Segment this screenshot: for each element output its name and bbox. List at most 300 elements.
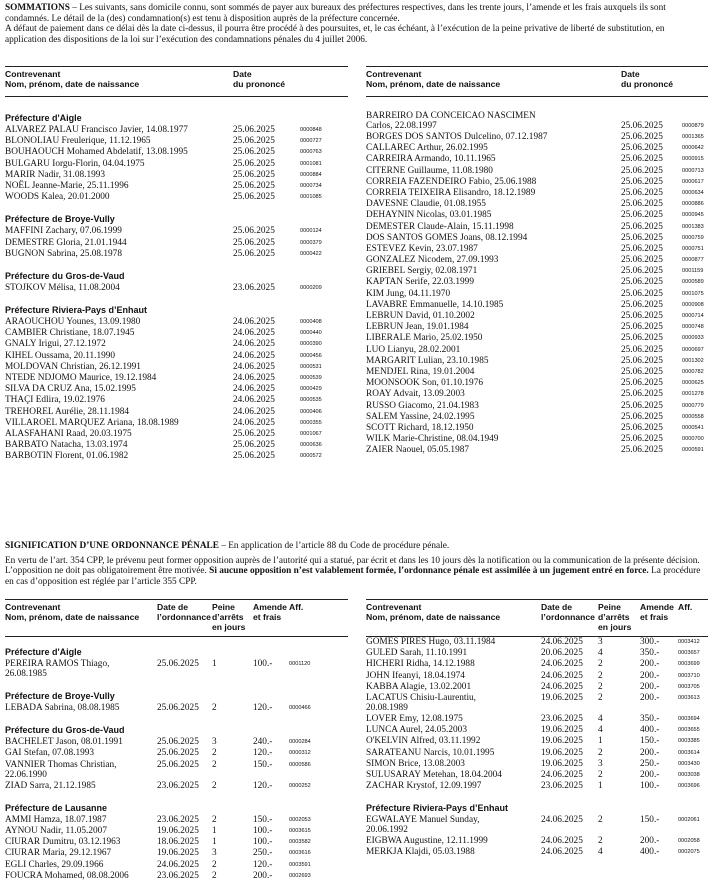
date-value: 25.06.2025 (233, 169, 275, 180)
reference-code: 0003655 (678, 727, 700, 734)
reference-code: 0000848 (300, 127, 322, 133)
date-value: 18.06.2025 (157, 837, 199, 848)
amende-value: 350.- (640, 648, 660, 659)
peine-value: 2 (598, 815, 603, 826)
reference-code: 0000642 (682, 145, 704, 152)
header-bottom-rule (5, 636, 348, 637)
list-item (366, 322, 708, 333)
reference-code: 0003038 (678, 771, 700, 778)
peine-value: 1 (212, 659, 217, 669)
contrevenant-name: CAMBIER Christiane, 18.07.1945 (5, 328, 135, 339)
contrevenant-name-continued: 20.08.1989 (366, 702, 408, 713)
date-value: 24.06.2025 (233, 384, 275, 395)
list-item (5, 328, 348, 339)
date-value: 25.06.2025 (621, 422, 663, 433)
peine-value: 2 (598, 659, 603, 670)
reference-code: 0000572 (300, 453, 322, 460)
date-value: 25.06.2025 (233, 226, 275, 237)
reference-code: 0000782 (682, 368, 704, 375)
list-item (5, 238, 348, 249)
contrevenant-name: GAI Stefan, 07.08.1993 (5, 748, 95, 759)
contrevenant-name: SILVA DA CRUZ Ana, 15.02.1995 (5, 384, 136, 395)
contrevenant-name: STOJKOV Mélisa, 11.08.2004 (5, 282, 120, 293)
date-value: 25.06.2025 (621, 187, 663, 198)
amende-value: 120.- (253, 703, 273, 713)
list-item (5, 159, 348, 170)
reference-code: 0002693 (289, 872, 311, 879)
contrevenant-name: ESTEVEZ Kevin, 23.07.1987 (366, 243, 478, 254)
contrevenant-name: VILLAROEL MARQUEZ Ariana, 18.08.1989 (5, 417, 179, 428)
date-value: 25.06.2025 (621, 176, 663, 187)
header-nom-prenom: Nom, prénom, date de naissance (366, 79, 501, 89)
contrevenant-name: KABBA Alagie, 13.02.2001 (366, 681, 472, 692)
amende-value: 150.- (640, 736, 660, 747)
prefecture-heading: Préfecture de Lausanne (5, 802, 108, 813)
amende-value: 100.- (253, 837, 273, 848)
list-item (5, 781, 348, 792)
header-en-jours: en jours (212, 622, 246, 632)
table-header (5, 603, 348, 636)
reference-code: 0000408 (300, 319, 322, 326)
column-top-rule (366, 599, 708, 600)
reference-code: 0000879 (682, 123, 704, 129)
contrevenant-name: PEREIRA RAMOS Thiago, (5, 659, 110, 669)
reference-code: 0000759 (682, 234, 704, 241)
list-item (5, 362, 348, 373)
contrevenant-name: MENDJEL Rina, 19.01.2004 (366, 366, 475, 377)
contrevenant-name: LAVABRE Emmanuelle, 14.10.1985 (366, 299, 504, 310)
date-value: 25.06.2025 (157, 759, 199, 770)
list-item (366, 648, 708, 659)
contrevenant-name: TREHOREL Aurélie, 28.11.1984 (5, 406, 130, 417)
contrevenant-name: THAÇI Edlira, 19.02.1976 (5, 395, 105, 406)
list-item (5, 760, 348, 781)
list-item (5, 748, 348, 759)
date-value: 24.06.2025 (233, 317, 275, 328)
peine-value: 2 (212, 870, 217, 881)
list-item (366, 637, 708, 648)
header-contrevenant: Contrevenant (366, 69, 422, 79)
header-contrevenant: Contrevenant (5, 602, 61, 612)
amende-value: 200.- (640, 659, 660, 670)
contrevenant-name: WILK Marie-Christine, 08.04.1949 (366, 434, 499, 445)
date-value: 25.06.2025 (621, 333, 663, 344)
table-header (366, 603, 708, 636)
date-value: 25.06.2025 (233, 451, 275, 462)
list-item (5, 395, 348, 406)
date-value: 25.06.2025 (621, 299, 663, 310)
reference-code: 0000124 (300, 228, 322, 235)
contrevenant-name: BACHELET Jason, 08.01.1991 (5, 737, 123, 748)
signification-left-list (5, 647, 348, 882)
reference-code: 0000531 (300, 363, 322, 370)
list-item (366, 289, 708, 300)
peine-value: 1 (212, 837, 217, 848)
date-value: 25.06.2025 (233, 440, 275, 451)
contrevenant-name: ROAY Advait, 13.09.2003 (366, 389, 465, 400)
date-value: 25.06.2025 (233, 125, 275, 135)
list-item (366, 154, 708, 165)
date-value: 25.06.2025 (621, 255, 663, 266)
reference-code: 0000440 (300, 330, 322, 337)
contrevenant-name: JOHN Ifeanyi, 18.04.1974 (366, 670, 465, 681)
reference-code: 0003696 (678, 783, 700, 790)
list-item (5, 192, 348, 203)
date-value: 25.06.2025 (621, 411, 663, 422)
list-item (5, 339, 348, 350)
contrevenant-name: DOS SANTOS GOMES Joans, 08.12.1994 (366, 232, 528, 243)
contrevenant-name: KAPTAN Serife, 22.03.1999 (366, 277, 474, 288)
reference-code: 0002058 (678, 838, 700, 845)
header-aff: Aff. (289, 602, 304, 612)
reference-code: 0000700 (682, 436, 704, 443)
reference-code: 0001120 (289, 661, 311, 667)
header-amende: Amende (640, 602, 674, 612)
reference-code: 0000908 (682, 301, 704, 308)
list-item (366, 781, 708, 792)
date-value: 25.06.2025 (621, 400, 663, 411)
list-item (366, 345, 708, 356)
header-arrets: d’arrêts (598, 612, 630, 622)
reference-code: 0000915 (682, 156, 704, 163)
reference-code: 0000284 (289, 739, 311, 746)
amende-value: 200.- (640, 681, 660, 692)
contrevenant-name: RUSSO Giacomo, 21.04.1983 (366, 400, 479, 411)
date-value: 25.06.2025 (233, 428, 275, 439)
date-value: 25.06.2025 (233, 248, 275, 259)
list-item (366, 401, 708, 412)
column-top-rule (5, 599, 348, 600)
list-item (366, 333, 708, 344)
list-item (366, 132, 708, 143)
amende-value: 200.- (640, 836, 660, 847)
contrevenant-name: EGLI Charles, 29.09.1966 (5, 859, 104, 870)
list-item (366, 199, 708, 210)
contrevenant-name-continued: 26.08.1985 (5, 669, 47, 679)
date-value: 25.06.2025 (233, 237, 275, 248)
contrevenant-name: MOLDOVAN Christian, 26.12.1991 (5, 361, 141, 372)
date-value: 25.06.2025 (233, 147, 275, 158)
date-value: 23.06.2025 (157, 814, 199, 825)
list-item (366, 311, 708, 322)
amende-value: 200.- (640, 747, 660, 758)
list-item (366, 143, 708, 154)
header-et-frais: et frais (640, 612, 669, 622)
list-item (366, 693, 708, 714)
peine-value: 2 (598, 681, 603, 692)
header-peine: Peine (598, 602, 621, 612)
list-item (366, 367, 708, 378)
list-item (5, 351, 348, 362)
contrevenant-name: EIGBWA Augustine, 12.11.1999 (366, 836, 488, 847)
prefecture-heading: Préfecture d'Aigle (5, 113, 82, 123)
date-value: 24.06.2025 (541, 847, 583, 858)
date-value: 24.06.2025 (541, 815, 583, 826)
contrevenant-name: AMMI Hamza, 18.07.1987 (5, 814, 107, 825)
prefecture-heading: Préfecture d'Aigle (5, 647, 82, 657)
reference-code: 0003613 (678, 694, 700, 701)
contrevenant-name: LACATUS Chisiu-Laurentiu, (366, 692, 477, 703)
peine-value: 2 (212, 814, 217, 825)
header-prononce: du prononcé (621, 79, 674, 89)
contrevenant-name: SIMON Brice, 13.08.2003 (366, 758, 465, 769)
signification-right-column (366, 599, 708, 859)
list-item (5, 837, 348, 848)
reference-code: 0000429 (300, 386, 322, 393)
list-item (366, 300, 708, 311)
list-item (366, 836, 708, 847)
peine-value: 1 (212, 825, 217, 836)
reference-code: 0001067 (300, 430, 322, 437)
date-value: 19.06.2025 (541, 758, 583, 769)
list-item (366, 682, 708, 693)
list-item (366, 210, 708, 221)
list-item (5, 226, 348, 237)
date-value: 24.06.2025 (541, 836, 583, 847)
contrevenant-name: DAVESNE Claudie, 01.08.1955 (366, 199, 486, 210)
date-value: 24.06.2025 (233, 373, 275, 383)
amende-value: 250.- (253, 848, 273, 859)
peine-value: 2 (212, 703, 217, 713)
header-ordonnance: l’ordonnance (157, 612, 211, 622)
reference-code: 0000734 (300, 182, 322, 189)
list-item (366, 434, 708, 445)
date-value: 19.06.2025 (541, 736, 583, 747)
reference-code: 0000379 (300, 239, 322, 246)
sommations-intro (5, 3, 708, 46)
date-value: 23.06.2025 (157, 780, 199, 791)
list-item (5, 860, 348, 871)
list-item (366, 188, 708, 199)
peine-value: 2 (598, 670, 603, 681)
date-value: 25.06.2025 (621, 266, 663, 277)
list-item (366, 748, 708, 759)
date-value: 25.06.2025 (621, 121, 663, 131)
list-item (366, 389, 708, 400)
date-value: 25.06.2025 (621, 311, 663, 321)
header-aff: Aff. (678, 602, 693, 612)
contrevenant-name: DEMESTER Claude-Alain, 15.11.1998 (366, 221, 514, 232)
contrevenant-name: BOUHAOUCH Mohamed Abdelatif, 13.08.1995 (5, 147, 188, 158)
contrevenant-name: BARBOTIN Florent, 01.06.1982 (5, 451, 129, 462)
reference-code: 0002053 (289, 816, 311, 823)
date-value: 24.06.2025 (541, 681, 583, 692)
date-value: 25.06.2025 (621, 199, 663, 210)
contrevenant-name: LEBRUN Jean, 19.01.1984 (366, 322, 469, 333)
reference-code: 0000748 (682, 324, 704, 331)
prefecture-heading: Préfecture Riviera-Pays d’Enhaut (5, 305, 148, 316)
reference-code: 0000933 (682, 335, 704, 342)
date-value: 25.06.2025 (621, 132, 663, 142)
peine-value: 4 (598, 725, 603, 736)
date-value: 24.06.2025 (233, 361, 275, 372)
date-value: 25.06.2025 (621, 445, 663, 456)
reference-code: 0003430 (678, 760, 700, 767)
sommations-paragraph-1: SOMMATIONS – Les suivants, sans domicile connu, sont sommés de payer aux bureaux des préfectures respectives, dans les trente jours, l’amende et les frais auxquels ils sont condamnés. Le détail de la (des) condamnation(s) est tenu à disposition auprès de la préfecture concernée. (5, 3, 666, 24)
date-value: 20.06.2025 (541, 648, 583, 659)
date-value: 25.06.2025 (621, 288, 663, 299)
date-value: 25.06.2025 (621, 378, 663, 389)
reference-code: 0000541 (682, 424, 704, 431)
date-value: 25.06.2025 (621, 243, 663, 254)
contrevenant-name: CARREIRA Armando, 10.11.1965 (366, 154, 496, 165)
reference-code: 0003694 (678, 715, 700, 722)
contrevenant-name: KIHEL Oussama, 20.11.1990 (5, 350, 116, 361)
header-bottom-rule (366, 96, 708, 97)
reference-code: 0003412 (678, 639, 700, 645)
header-nom-prenom: Nom, prénom, date de naissance (5, 79, 140, 89)
header-contrevenant: Contrevenant (5, 69, 61, 79)
date-value: 19.06.2025 (541, 725, 583, 736)
table-header (5, 70, 348, 96)
header-et-frais: et frais (253, 612, 282, 622)
column-top-rule (366, 66, 708, 67)
amende-value: 400.- (640, 847, 660, 858)
contrevenant-name: AYNOU Nadir, 11.05.2007 (5, 825, 107, 836)
contrevenant-name: NTEDE NDJOMO Maurice, 19.12.1984 (5, 373, 157, 383)
signification-paragraph: En vertu de l’art. 354 CPP, le prévenu peut former opposition auprès de l’autorité qui a statué, par écrit et dans les 10 jours dès la notification ou la communication de la présente décision. L’opposition ne doit pas obligatoirement être motivée. Si aucune opposition n’est valablement formée, l’ordonnance pénale est assimilée à un jugement entré en force. La procédure en cas d’opposition est réglée par l’article 355 CPP. (5, 555, 701, 588)
date-value: 25.06.2025 (233, 158, 275, 169)
date-value: 25.06.2025 (621, 210, 663, 221)
date-value: 23.06.2025 (157, 870, 199, 881)
reference-code: 0000636 (300, 442, 322, 449)
reference-code: 0000589 (682, 279, 704, 286)
sommations-left-list (5, 113, 348, 463)
header-prononce: du prononcé (233, 79, 286, 89)
list-item (366, 266, 708, 277)
prefecture-heading: Préfecture Riviera-Pays d’Enhaut (366, 803, 509, 814)
list-item (5, 737, 348, 748)
reference-code: 0000209 (300, 284, 322, 291)
reference-code: 0000634 (682, 189, 704, 196)
list-item (366, 445, 708, 456)
contrevenant-name: SALEM Yassine, 24.02.1995 (366, 411, 475, 422)
header-nom-prenom: Nom, prénom, date de naissance (5, 612, 140, 622)
reference-code: 0000714 (682, 313, 704, 319)
peine-value: 3 (212, 737, 217, 748)
peine-value: 2 (598, 769, 603, 780)
contrevenant-name: BULGARU Iorgu-Florin, 04.04.1975 (5, 158, 145, 169)
date-value: 25.06.2025 (621, 232, 663, 243)
list-item (5, 659, 348, 680)
reference-code: 0003657 (678, 650, 700, 657)
date-value: 25.06.2025 (621, 165, 663, 176)
peine-value: 2 (598, 836, 603, 847)
amende-value: 100.- (253, 659, 273, 669)
peine-value: 2 (598, 747, 603, 758)
contrevenant-name: LIBERALE Mario, 25.02.1950 (366, 333, 483, 344)
contrevenant-name: ZACHAR Krystof, 12.09.1997 (366, 781, 482, 792)
reference-code: 0000884 (300, 171, 322, 178)
list-item (5, 440, 348, 451)
list-item (366, 759, 708, 770)
contrevenant-name: CITERNE Guillaume, 11.08.1980 (366, 165, 493, 176)
list-item (366, 244, 708, 255)
reference-code: 0002061 (678, 817, 700, 824)
contrevenant-name: BARREIRO DA CONCEICAO NASCIMEN (366, 111, 536, 121)
reference-code: 0001159 (682, 268, 704, 275)
amende-value: 200.- (640, 692, 660, 703)
reference-code: 0001383 (682, 223, 704, 230)
date-value: 24.06.2025 (541, 769, 583, 780)
list-item (5, 848, 348, 859)
header-amende: Amende (253, 602, 287, 612)
contrevenant-name: ALVAREZ PALAU Francisco Javier, 14.08.1977 (5, 125, 188, 135)
date-value: 25.06.2025 (621, 344, 663, 355)
date-value: 24.06.2025 (233, 395, 275, 406)
reference-code: 0001302 (682, 357, 704, 364)
contrevenant-name: SARATEANU Narcis, 10.01.1995 (366, 747, 495, 758)
peine-value: 4 (598, 847, 603, 858)
list-item (5, 384, 348, 395)
reference-code: 0000539 (300, 375, 322, 381)
contrevenant-name-continued: Carlos, 22.08.1997 (366, 121, 437, 131)
list-item (5, 407, 348, 418)
prefecture-heading: Préfecture de Broye-Vully (5, 691, 115, 701)
signification-right-list (366, 637, 708, 859)
date-value: 25.06.2025 (621, 389, 663, 400)
date-value: 25.06.2025 (621, 277, 663, 288)
contrevenant-name: MAFFINI Zachary, 07.06.1999 (5, 226, 122, 237)
contrevenant-name: ZAIER Naouel, 05.05.1987 (366, 445, 470, 456)
contrevenant-name: MERKJA Klajdi, 05.03.1988 (366, 847, 475, 858)
date-value: 25.06.2025 (157, 737, 199, 748)
prefecture-heading: Préfecture du Gros-de-Vaud (5, 270, 125, 281)
reference-code: 0000713 (682, 167, 704, 174)
contrevenant-name: CORREIA TEIXEIRA Elisandro, 18.12.1989 (366, 187, 536, 198)
reference-code: 0000312 (289, 750, 311, 757)
reference-code: 0000586 (289, 761, 311, 768)
contrevenant-name: LUO Lianyu, 28.02.2001 (366, 344, 461, 355)
reference-code: 0002075 (678, 849, 700, 856)
date-value: 25.06.2025 (157, 703, 199, 713)
peine-value: 1 (598, 736, 603, 747)
date-value: 25.06.2025 (233, 180, 275, 191)
reference-code: 0000535 (300, 397, 322, 404)
amende-value: 240.- (253, 737, 273, 748)
reference-code: 0000456 (300, 352, 322, 359)
date-value: 25.06.2025 (157, 748, 199, 759)
reference-code: 0000422 (300, 250, 322, 257)
sommations-left-column (5, 66, 348, 463)
contrevenant-name: CIURAR Dumitru, 03.12.1963 (5, 837, 121, 848)
date-value: 25.06.2025 (157, 659, 199, 669)
amende-value: 150.- (253, 814, 273, 825)
reference-code: 0001365 (682, 134, 704, 140)
table-header (366, 70, 708, 96)
date-value: 25.06.2025 (233, 192, 275, 203)
contrevenant-name: LEBADA Sabrina, 08.08.1985 (5, 703, 120, 713)
date-value: 24.06.2025 (541, 659, 583, 670)
reference-code: 0000591 (682, 447, 704, 454)
contrevenant-name: GOMES PIRES Hugo, 03.11.1984 (366, 637, 496, 647)
reference-code: 0000751 (682, 245, 704, 252)
amende-value: 400.- (640, 725, 660, 736)
contrevenant-name: ARAOUCHOU Younes, 13.09.1980 (5, 317, 141, 328)
contrevenant-name: MARIR Nadir, 31.08.1993 (5, 169, 106, 180)
contrevenant-name: KIM Jung, 04.11.1970 (366, 288, 451, 299)
list-item (366, 714, 708, 725)
contrevenant-name: WOODS Kalea, 20.01.2000 (5, 192, 110, 203)
peine-value: 2 (212, 748, 217, 759)
date-value: 24.06.2025 (233, 328, 275, 339)
header-date: Date (233, 69, 252, 79)
reference-code: 0000355 (300, 419, 322, 426)
date-value: 25.06.2025 (621, 221, 663, 232)
signification-intro (5, 541, 708, 588)
reference-code: 0000697 (682, 346, 704, 353)
contrevenant-name: BUGNON Sabrina, 25.08.1978 (5, 248, 122, 259)
